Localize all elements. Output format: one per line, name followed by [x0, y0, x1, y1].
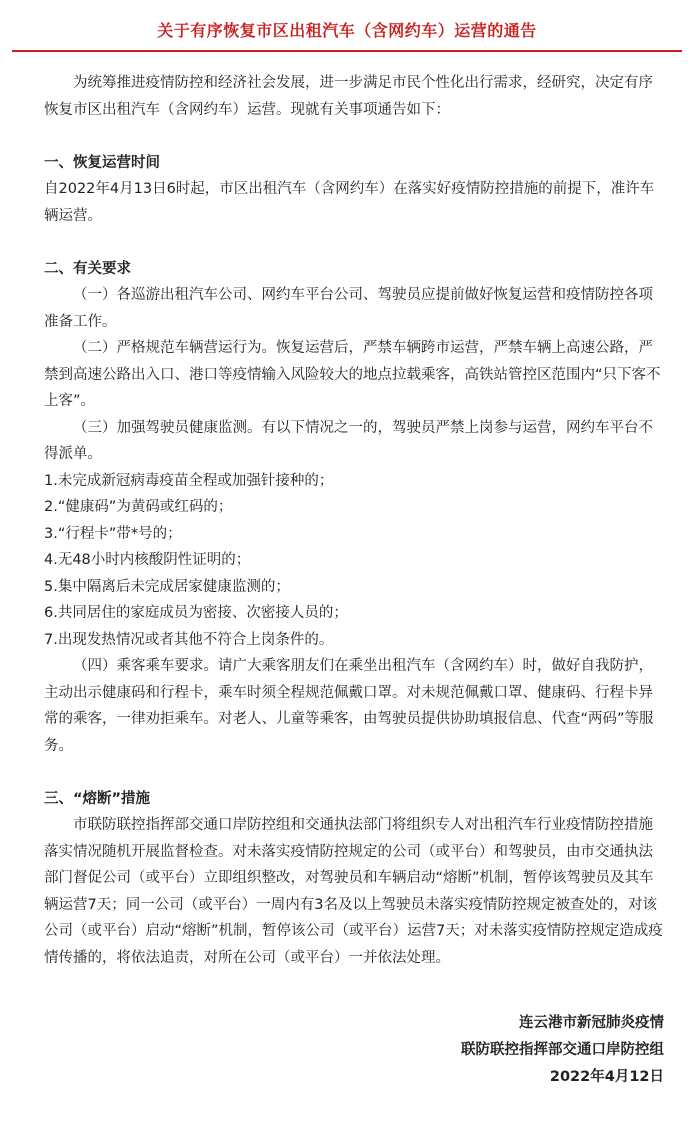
section2-paragraph-2: （二）严格规范车辆营运行为。恢复运营后，严禁车辆跨市运营，严禁车辆上高速公路，严禁到高速公路出入口、港口等疫情输入风险较大的地点拉载乘客，高铁站管控区范围内“只下客不上客”。 — [44, 340, 661, 409]
requirement-item: 6.共同居住的家庭成员为密接、次密接人员的； — [44, 605, 348, 621]
signature-date: 2022年4月12日 — [549, 1069, 664, 1085]
section1-heading: 一、恢复运营时间 — [44, 154, 160, 171]
signature-block — [461, 1010, 664, 1091]
section2-paragraph-1: （一）各巡游出租汽车公司、网约车平台公司、驾驶员应提前做好恢复运营和疫情防控各项准备工作。 — [44, 287, 653, 330]
signature-line-1: 连云港市新冠肺炎疫情 — [519, 1015, 664, 1031]
section2-paragraph-3: （三）加强驾驶员健康监测。有以下情况之一的，驾驶员严禁上岗参与运营，网约车平台不得派单。 — [44, 419, 653, 462]
section2-paragraph-4: （四）乘客乘车要求。请广大乘客朋友们在乘坐出租汽车（含网约车）时，做好自我防护，主动出示健康码和行程卡，乘车时须全程规范佩戴口罩。对未规范佩戴口罩、健康码、行程卡异常的乘客，一律劝拒乘车。对老人、儿童等乘客，由驾驶员提供协助填报信息、代查“两码”等服务。 — [44, 658, 654, 754]
page-title: 关于有序恢复市区出租汽车（含网约车）运营的通告 — [157, 21, 537, 40]
notice-body — [44, 60, 664, 971]
section3-text: 市联防联控指挥部交通口岸防控组和交通执法部门将组织专人对出租汽车行业疫情防控措施落实情况随机开展监督检查。对未落实疫情防控规定的公司（或平台）和驾驶员，由市交通执法部门督促公司（或平台）立即组织整改，对驾驶员和车辆启动“熔断”机制，暂停该驾驶员及其车辆运营7天；同一公司（或平台）一周内有3名及以上驾驶员未落实疫情防控规定被查处的，对该公司（或平台）启动“熔断”机制，暂停该公司（或平台）运营7天；对未落实疫情防控规定造成疫情传播的，将依法追责，对所在公司（或平台）一并依法处理。 — [44, 817, 663, 966]
requirement-item: 3.“行程卡”带*号的； — [44, 525, 182, 542]
title-divider — [12, 50, 682, 52]
requirement-item: 4.无48小时内核酸阴性证明的； — [44, 552, 251, 568]
requirement-item: 1.未完成新冠病毒疫苗全程或加强针接种的； — [44, 472, 334, 489]
section3-heading: 三、“熔断”措施 — [44, 790, 151, 807]
section1-text: 自2022年4月13日6时起，市区出租汽车（含网约车）在落实好疫情防控措施的前提下，准许车辆运营。 — [44, 181, 655, 224]
requirement-item: 7.出现发热情况或者其他不符合上岗条件的。 — [44, 631, 334, 648]
requirement-item: 2.“健康码”为黄码或红码的； — [44, 499, 233, 515]
signature-line-2: 联防联控指挥部交通口岸防控组 — [461, 1042, 664, 1058]
intro-paragraph: 为统筹推进疫情防控和经济社会发展，进一步满足市民个性化出行需求，经研究，决定有序恢复市区出租汽车（含网约车）运营。现就有关事项通告如下： — [44, 75, 653, 118]
section2-heading: 二、有关要求 — [44, 260, 131, 277]
requirement-item: 5.集中隔离后未完成居家健康监测的； — [44, 578, 290, 595]
